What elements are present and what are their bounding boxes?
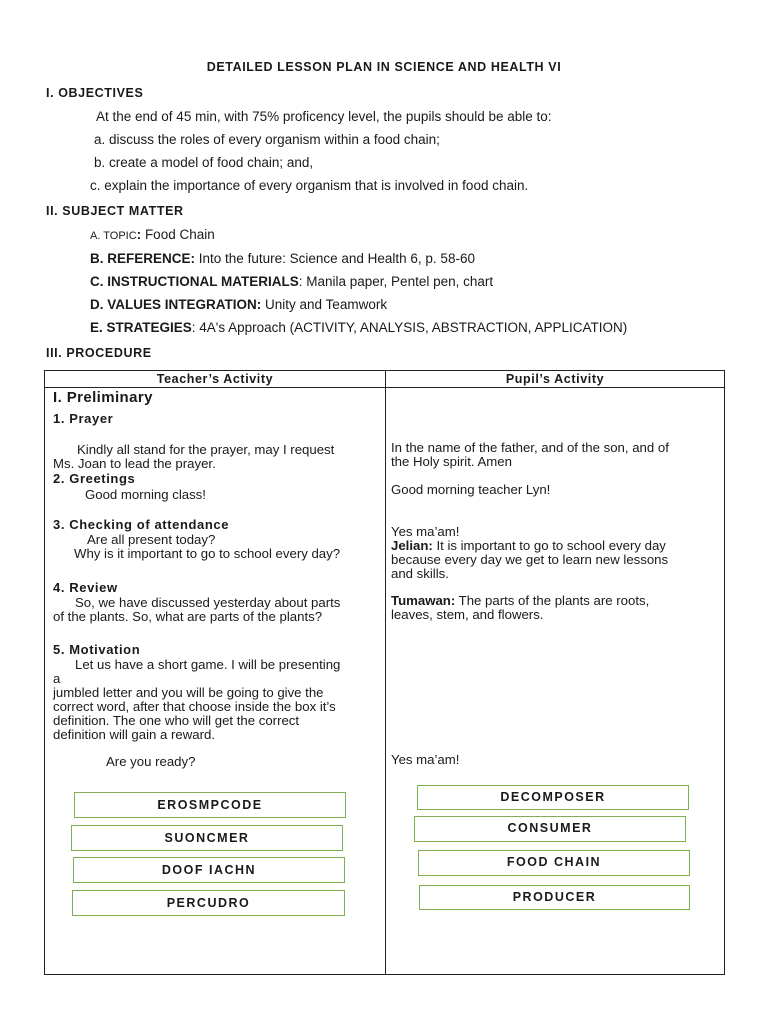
tumawan-label: Tumawan: <box>391 593 456 608</box>
prayer-pupil-line-2: the Holy spirit. Amen <box>391 454 512 469</box>
jumbled-word-box: PERCUDRO <box>72 890 345 916</box>
values-label: D. VALUES INTEGRATION: <box>90 297 262 312</box>
answer-word-box: CONSUMER <box>414 816 686 842</box>
prayer-heading: 1. Prayer <box>53 411 114 426</box>
review-teacher-line-1: So, we have discussed yesterday about parts <box>75 595 341 610</box>
jumbled-word-box: SUONCMER <box>71 825 343 851</box>
tumawan-answer: The parts of the plants are roots, <box>458 593 650 608</box>
review-heading: 4. Review <box>53 580 118 595</box>
prayer-pupil-line-1: In the name of the father, and of the son, and of <box>391 440 669 455</box>
strategies-line <box>90 320 627 335</box>
motivation-line-6: definition will gain a reward. <box>53 727 215 742</box>
topic-line: A. TOPIC: Food Chain <box>90 227 215 242</box>
ready-teacher: Are you ready? <box>106 754 196 769</box>
attendance-heading: 3. Checking of attendance <box>53 517 230 532</box>
attendance-pupil-line-4: and skills. <box>391 566 449 581</box>
greetings-teacher: Good morning class! <box>85 487 206 502</box>
strategies-label: E. STRATEGIES <box>90 320 192 335</box>
topic-value: Food Chain <box>144 227 215 242</box>
jelian-answer: It is important to go to school every day <box>436 538 666 553</box>
attendance-teacher-line-1: Are all present today? <box>87 532 216 547</box>
greetings-heading: 2. Greetings <box>53 471 136 486</box>
jelian-label: Jelian: <box>391 538 433 553</box>
materials-label: C. INSTRUCTIONAL MATERIALS <box>90 274 299 289</box>
objective-a: a. discuss the roles of every organism within a food chain; <box>94 132 440 147</box>
motivation-line-4: correct word, after that choose inside the box it’s <box>53 699 336 714</box>
objectives-heading: I. OBJECTIVES <box>46 86 144 100</box>
reference-line <box>90 251 475 266</box>
attendance-pupil-line-3: because every day we get to learn new lessons <box>391 552 669 567</box>
attendance-teacher-line-2: Why is it important to go to school every day? <box>74 546 341 561</box>
pupil-activity-header: Pupil’s Activity <box>505 372 605 386</box>
motivation-line-5: definition. The one who will get the correct <box>53 713 300 728</box>
prayer-teacher-line-2: Ms. Joan to lead the prayer. <box>53 456 216 471</box>
answer-word-box: PRODUCER <box>419 885 690 910</box>
ready-pupil: Yes ma’am! <box>391 752 460 767</box>
answer-word-box: FOOD CHAIN <box>418 850 690 876</box>
values-value: Unity and Teamwork <box>265 297 388 312</box>
document-title: DETAILED LESSON PLAN IN SCIENCE AND HEALTH VI <box>206 60 562 74</box>
teacher-activity-header: Teacher’s Activity <box>156 372 274 386</box>
procedure-table <box>44 370 725 975</box>
motivation-line-3: jumbled letter and you will be going to give the <box>53 685 324 700</box>
column-divider <box>385 371 386 974</box>
materials-line <box>90 274 493 289</box>
header-divider <box>45 387 724 388</box>
preliminary-heading: I. Preliminary <box>53 389 153 406</box>
prayer-teacher-line-1: Kindly all stand for the prayer, may I request <box>77 442 335 457</box>
strategies-value: : 4A's Approach (ACTIVITY, ANALYSIS, ABSTRACTION, APPLICATION) <box>191 320 628 335</box>
reference-label: B. REFERENCE: <box>90 251 196 266</box>
objective-c: c. explain the importance of every organism that is involved in food chain. <box>90 178 529 193</box>
topic-label: A. TOPIC <box>90 230 137 242</box>
review-pupil-line-2: leaves, stem, and flowers. <box>391 607 544 622</box>
review-teacher-line-2: of the plants. So, what are parts of the plants? <box>53 609 323 624</box>
motivation-line-2: a <box>53 671 61 686</box>
objective-b: b. create a model of food chain; and, <box>94 155 314 170</box>
greetings-pupil: Good morning teacher Lyn! <box>391 482 551 497</box>
motivation-heading: 5. Motivation <box>53 642 141 657</box>
objectives-intro: At the end of 45 min, with 75% proficency level, the pupils should be able to: <box>96 109 552 124</box>
jumbled-word-box: DOOF IACHN <box>73 857 345 883</box>
attendance-pupil-line-1: Yes ma’am! <box>391 524 460 539</box>
procedure-heading: III. PROCEDURE <box>46 346 152 360</box>
subject-matter-heading: II. SUBJECT MATTER <box>46 204 184 218</box>
motivation-line-1: Let us have a short game. I will be presenting <box>75 657 341 672</box>
reference-value: Into the future: Science and Health 6, p. 58-60 <box>198 251 475 266</box>
values-line <box>90 297 387 312</box>
materials-value: : Manila paper, Pentel pen, chart <box>298 274 494 289</box>
answer-word-box: DECOMPOSER <box>417 785 689 810</box>
jumbled-word-box: EROSMPCODE <box>74 792 346 818</box>
